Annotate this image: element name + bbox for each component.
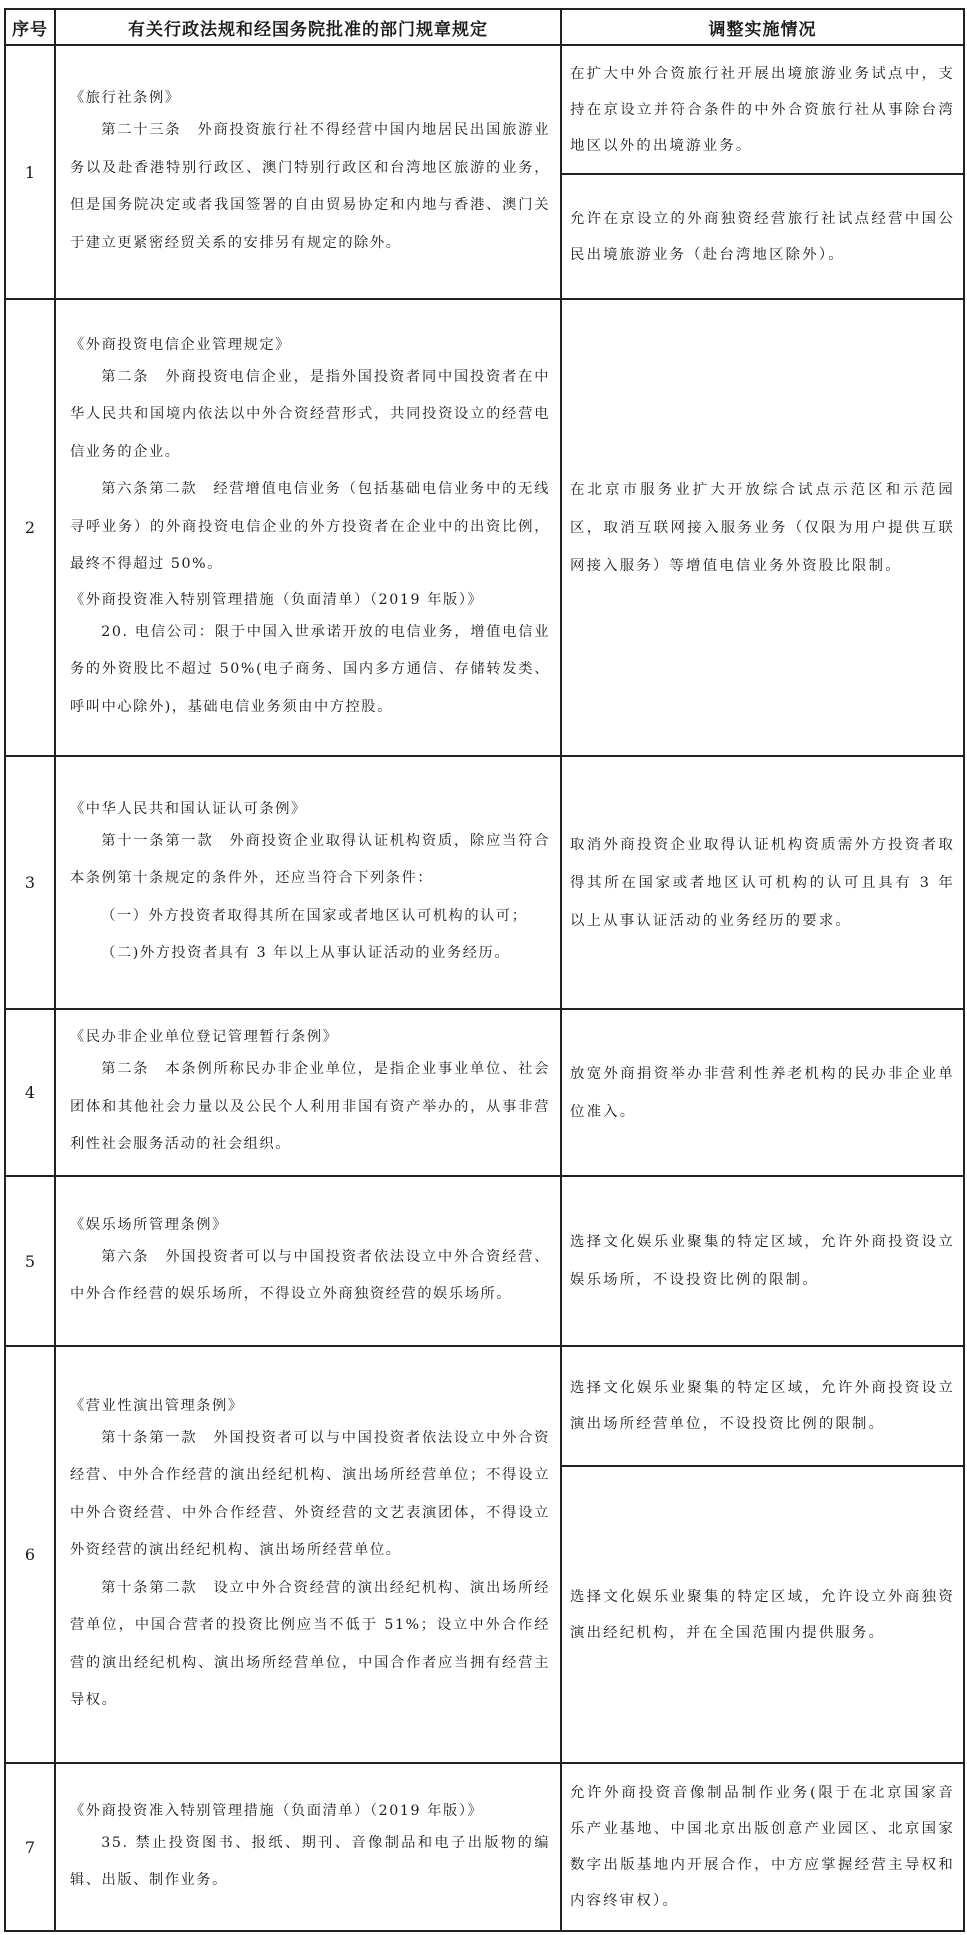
regulation-article: 第六条第二款 经营增值电信业务（包括基础电信业务中的无线寻呼业务）的外商投资电信企业的外方投资者在企业中的出资比例，最终不得超过 50%。 (70, 481, 550, 573)
regulation-adjustment-table (4, 8, 965, 1932)
regulation-title: 《民办非企业单位登记管理暂行条例》 (70, 1029, 339, 1046)
regulation-article: 第二条 本条例所称民办非企业单位，是指企业事业单位、社会团体和其他社会力量以及公民个人利用非国有资产举办的，从事非营利性社会服务活动的社会组织。 (70, 1061, 550, 1153)
regulation-title: 《外商投资准入特别管理措施（负面清单）（2019 年版）》 (70, 591, 484, 608)
regulation-title: 《营业性演出管理条例》 (70, 1397, 244, 1414)
table-row (5, 1763, 964, 1931)
header-provisions: 有关行政法规和经国务院批准的部门规章规定 (55, 9, 561, 45)
header-adjustments: 调整实施情况 (561, 9, 964, 45)
row-number: 3 (5, 756, 55, 1009)
adjustment-cell: 允许在京设立的外商独资经营旅行社试点经营中国公民出境旅游业务（赴台湾地区除外）。 (561, 174, 964, 299)
adjustment-cell: 在北京市服务业扩大开放综合试点示范区和示范园区，取消互联网接入服务业务（仅限为用户提供互联网接入服务）等增值电信业务外资股比限制。 (561, 299, 964, 756)
regulation-article: 第六条 外国投资者可以与中国投资者依法设立中外合资经营、中外合作经营的娱乐场所，不得设立外商独资经营的娱乐场所。 (70, 1248, 550, 1302)
regulation-article: 第十一条第一款 外商投资企业取得认证机构资质，除应当符合本条例第十条规定的条件外，还应当符合下列条件： (70, 832, 550, 886)
row-number: 5 (5, 1176, 55, 1346)
row-number: 6 (5, 1346, 55, 1763)
adjustment-cell: 在扩大中外合资旅行社开展出境旅游业务试点中，支持在京设立并符合条件的中外合资旅行社从事除台湾地区以外的出境游业务。 (561, 45, 964, 174)
provisions-cell (55, 45, 561, 299)
header-row (5, 9, 964, 45)
table-row (5, 45, 964, 174)
provisions-cell (55, 756, 561, 1009)
regulation-title: 《外商投资电信企业管理规定》 (70, 336, 292, 353)
regulation-title: 《外商投资准入特别管理措施（负面清单）（2019 年版）》 (70, 1802, 484, 1819)
regulation-article: （二)外方投资者具有 3 年以上从事认证活动的业务经历。 (101, 945, 511, 961)
adjustment-cell: 取消外商投资企业取得认证机构资质需外方投资者取得其所在国家或者地区认可机构的认可且具有 3 年以上从事认证活动的业务经历的要求。 (561, 756, 964, 1009)
adjustment-cell: 选择文化娱乐业聚集的特定区域，允许外商投资设立演出场所经营单位，不设投资比例的限制。 (561, 1346, 964, 1466)
provisions-cell (55, 1009, 561, 1176)
table-row (5, 756, 964, 1009)
regulation-article: 35. 禁止投资图书、报纸、期刊、音像制品和电子出版物的编辑、出版、制作业务。 (70, 1834, 550, 1888)
adjustment-cell: 放宽外商捐资举办非营利性养老机构的民办非企业单位准入。 (561, 1009, 964, 1176)
table-row (5, 1009, 964, 1176)
regulation-article: （一）外方投资者取得其所在国家或者地区认可机构的认可； (101, 907, 528, 924)
adjustment-cell: 选择文化娱乐业聚集的特定区域，允许外商投资设立娱乐场所，不设投资比例的限制。 (561, 1176, 964, 1346)
row-number: 7 (5, 1763, 55, 1931)
provisions-cell (55, 1176, 561, 1346)
row-number: 4 (5, 1009, 55, 1176)
provisions-cell (55, 299, 561, 756)
adjustment-cell: 允许外商投资音像制品制作业务(限于在北京国家音乐产业基地、中国北京出版创意产业园区、北京国家数字出版基地内开展合作，中方应掌握经营主导权和内容终审权）。 (561, 1763, 964, 1931)
row-number: 2 (5, 299, 55, 756)
regulation-title: 《娱乐场所管理条例》 (70, 1216, 228, 1233)
regulation-article: 第二十三条 外商投资旅行社不得经营中国内地居民出国旅游业务以及赴香港特别行政区、澳门特别行政区和台湾地区旅游的业务，但是国务院决定或者我国签署的自由贸易协定和内地与香港、澳门关于建立更紧密经贸关系的安排另有规定的除外。 (70, 122, 550, 251)
regulation-title: 《中华人民共和国认证认可条例》 (70, 800, 307, 817)
regulation-article: 第十条第一款 外国投资者可以与中国投资者依法设立中外合资经营、中外合作经营的演出经纪机构、演出场所经营单位；不得设立中外合资经营、中外合作经营、外资经营的文艺表演团体，不得设立外资经营的演出经纪机构、演出场所经营单位。 (70, 1429, 550, 1558)
regulation-article: 20. 电信公司：限于中国入世承诺开放的电信业务，增值电信业务的外资股比不超过 50%(电子商务、国内多方通信、存储转发类、呼叫中心除外)，基础电信业务须由中方控股。 (70, 623, 550, 715)
regulation-article: 第十条第二款 设立中外合资经营的演出经纪机构、演出场所经营单位，中国合营者的投资比例应当不低于 51%；设立中外合作经营的演出经纪机构、演出场所经营单位，中国合作者应当拥有经营主导权。 (70, 1579, 550, 1708)
provisions-cell (55, 1763, 561, 1931)
adjustment-cell: 选择文化娱乐业聚集的特定区域，允许设立外商独资演出经纪机构，并在全国范围内提供服务。 (561, 1466, 964, 1763)
regulation-article: 第二条 外商投资电信企业，是指外国投资者同中国投资者在中华人民共和国境内依法以中外合资经营形式，共同投资设立的经营电信业务的企业。 (70, 368, 550, 460)
table-row (5, 1176, 964, 1346)
table-row (5, 299, 964, 756)
regulation-title: 《旅行社条例》 (70, 90, 181, 106)
provisions-cell (55, 1346, 561, 1763)
row-number: 1 (5, 45, 55, 299)
header-no: 序号 (5, 9, 55, 45)
table-row (5, 1346, 964, 1466)
